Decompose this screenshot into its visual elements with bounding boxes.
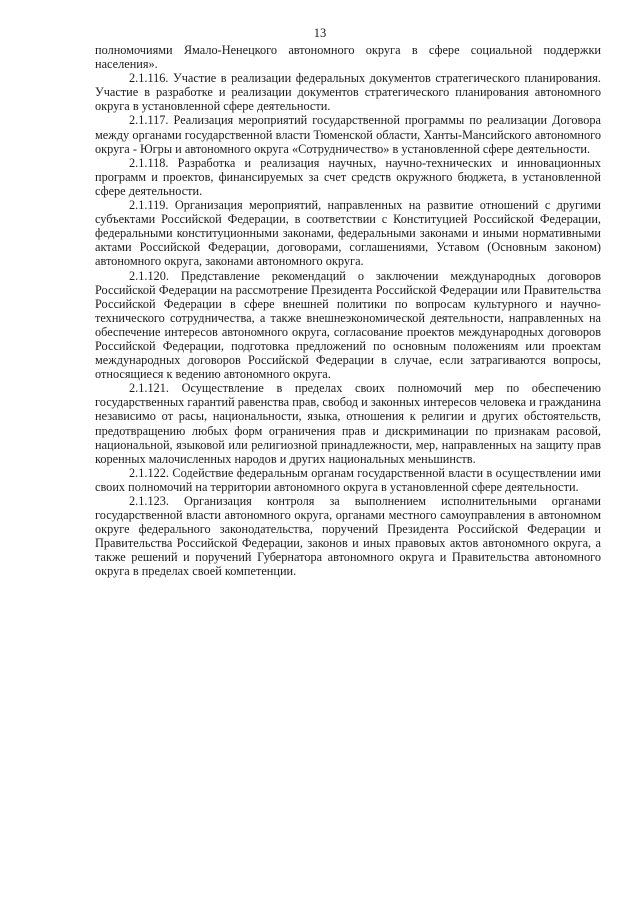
paragraph-2-1-116: 2.1.116. Участие в реализации федеральных документов стратегического планирования. Участие в разработке и реализации документов стратегического планирования автономного округа в установленной сфере деятельности. — [95, 71, 601, 114]
paragraph-2-1-121: 2.1.121. Осуществление в пределах своих полномочий мер по обеспечению государственных гарантий равенства прав, свобод и законных интересов человека и гражданина независимо от расы, национальности, языка, отношения к религии и других обстоятельств, предотвращению любых форм ограничения прав и дискриминации по признакам расовой, национальной, языковой или религиозной принадлежности, мер, направленных на защиту прав коренных малочисленных народов и других национальных меньшинств. — [95, 381, 601, 466]
page-number: 13 — [313, 26, 327, 40]
paragraph-2-1-119: 2.1.119. Организация мероприятий, направленных на развитие отношений с другими субъектами Российской Федерации, в соответствии с Конституцией Российской Федерации, федеральными конституционными законами, федеральными законами и иными нормативными актами Российской Федерации, договорами, соглашениями, Уставом (Основным законом) автономного округа, законами автономного округа. — [95, 198, 601, 269]
paragraph-continuation: полномочиями Ямало-Ненецкого автономного округа в сфере социальной поддержки населения». — [95, 43, 601, 72]
paragraph-2-1-118: 2.1.118. Разработка и реализация научных, научно-технических и инновационных программ и проектов, финансируемых за счет средств окружного бюджета, в установленной сфере деятельности. — [95, 155, 601, 198]
paragraph-2-1-117: 2.1.117. Реализация мероприятий государственной программы по реализации Договора между органами государственной власти Тюменской области, Ханты-Мансийского автономного округа - Югры и автономного округа «Сотрудничество» в установленной сфере деятельности. — [95, 113, 601, 156]
document-body — [95, 43, 601, 579]
paragraph-2-1-120: 2.1.120. Представление рекомендаций о заключении международных договоров Российской Федерации на рассмотрение Президента Российской Федерации или Правительства Российской Федерации в сфере внешней политики по вопросам культурного и научно-технического сотрудничества, а также внешнеэкономической деятельности, направленных на обеспечение интересов автономного округа, согласование проектов международных договоров Российской Федерации, подготовка предложений по основным положениям или проектам международных договоров Российской Федерации в случае, если затрагиваются вопросы, относящиеся к ведению автономного округа. — [95, 268, 601, 382]
paragraph-2-1-122: 2.1.122. Содействие федеральным органам государственной власти в осуществлении ими своих полномочий на территории автономного округа в установленной сфере деятельности. — [95, 465, 601, 494]
paragraph-2-1-123: 2.1.123. Организация контроля за выполнением исполнительными органами государственной власти автономного округа, органами местного самоуправления в автономном округе федерального законодательства, поручений Президента Российской Федерации и Правительства Российской Федерации, законов и иных правовых актов автономного округа, а также решений и поручений Губернатора автономного округа и Правительства автономного округа в пределах своей компетенции. — [95, 494, 601, 579]
